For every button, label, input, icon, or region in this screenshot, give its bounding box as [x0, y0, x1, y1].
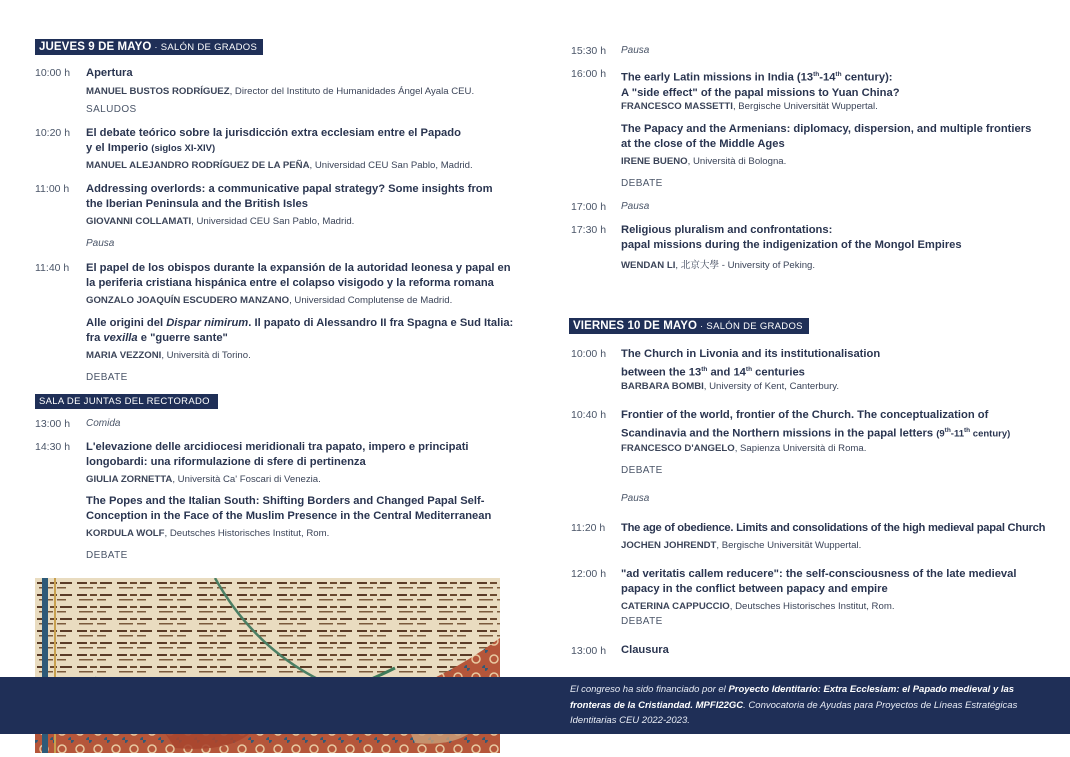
debate-label: DEBATE [86, 550, 128, 561]
speaker-affiliation: , Sapienza Università di Roma. [734, 443, 867, 454]
session-speaker [86, 160, 473, 171]
speaker-name: MANUEL BUSTOS RODRÍGUEZ [86, 86, 230, 97]
speaker-name: MANUEL ALEJANDRO RODRÍGUEZ DE LA PEÑA [86, 160, 310, 171]
session-time: 10:40 h [571, 409, 607, 421]
title-line [621, 67, 900, 86]
session-title [621, 223, 962, 253]
session-speaker [621, 257, 815, 271]
session-title [621, 408, 1010, 442]
title-text: Alle origini del [86, 317, 167, 329]
session-speaker [621, 540, 861, 551]
title-text: fra [86, 332, 104, 344]
title-line: The Church in Livonia and its institutionalisation [621, 348, 881, 360]
title-line: Addressing overlords: a communicative papal strategy? Some insights from [86, 183, 493, 195]
footer-text: . Convocatoria de Ayudas para Proyectos de Líneas Estratégicas Identitarias CEU 2022-2023. [570, 699, 1018, 726]
session-title [621, 67, 900, 101]
session-speaker [86, 350, 251, 361]
session-speaker [621, 156, 786, 167]
speaker-affiliation: , Universidad CEU San Pablo, Madrid. [309, 160, 473, 171]
title-line: The Papacy and the Armenians: diplomacy, dispersion, and multiple frontiers [621, 123, 1032, 135]
session-speaker [86, 216, 354, 227]
title-line [86, 141, 461, 156]
session-time: 13:00 h [571, 645, 607, 657]
title-text: The early Latin missions in India (13 [621, 71, 814, 84]
speaker-affiliation: , University of Kent, Canterbury. [703, 381, 840, 392]
day-header-date: VIERNES 10 DE MAYO [573, 320, 698, 332]
session-speaker [621, 443, 866, 454]
session-time: 16:00 h [571, 68, 607, 80]
session-speaker [86, 474, 321, 485]
title-text: . Il papato di Alessandro II fra Spagna e Sud Italia: [248, 317, 514, 329]
footer-project: Proyecto Identitario: Extra Ecclesiam: el Papado medieval y las fronteras de la Cristiandad. MPFI22GC [570, 684, 1015, 711]
title-line: papacy in the conflict between papacy and empire [621, 583, 888, 595]
speaker-name: GIOVANNI COLLAMATI [86, 216, 192, 227]
debate-label: DEBATE [86, 372, 128, 383]
speaker-affiliation: , Universidad CEU San Pablo, Madrid. [191, 216, 355, 227]
session-time: 15:30 h [571, 45, 607, 57]
session-time: 14:30 h [35, 441, 71, 453]
closing-title: Clausura [621, 644, 669, 656]
session-title [621, 347, 880, 381]
session-time: 11:20 h [571, 522, 606, 534]
title-italic: vexilla [103, 332, 138, 344]
speaker-affiliation: , Università di Bologna. [687, 156, 787, 167]
title-sup: th [835, 71, 842, 78]
speaker-name: GIULIA ZORNETTA [86, 474, 173, 485]
session-speaker [86, 528, 329, 539]
title-line [86, 331, 513, 346]
session-time: 12:00 h [571, 568, 607, 580]
speaker-name: MARIA VEZZONI [86, 350, 162, 361]
speaker-name: JOCHEN JOHRENDT [621, 540, 717, 551]
title-text: Scandinavia and the Northern missions in the papal letters [621, 427, 937, 440]
title-line: "ad veritatis callem reducere": the self-consciousness of the late medieval [621, 568, 1017, 580]
session-title [621, 122, 1031, 152]
session-title [86, 316, 513, 346]
title-line [86, 316, 513, 331]
title-line: longobardi: una riformulazione di sfere di pertinenza [86, 456, 366, 468]
speaker-affiliation: , Bergische Universität Wuppertal. [732, 101, 878, 112]
title-text: between the 13 [621, 366, 702, 379]
session-title [86, 440, 469, 470]
title-text: -14 [819, 71, 836, 84]
speaker-name: KORDULA WOLF [86, 528, 165, 539]
title-line: El debate teórico sobre la jurisdicción extra ecclesiam entre el Papado [86, 127, 461, 139]
pausa-label: Pausa [621, 45, 650, 56]
session-time: 17:30 h [571, 224, 607, 236]
speaker-name: IRENE BUENO [621, 156, 688, 167]
saludos-label: SALUDOS [86, 104, 137, 115]
title-sup: th [944, 427, 951, 434]
session-speaker [621, 101, 878, 112]
session-title: The age of obedience. Limits and consolidations of the high medieval papal Church [621, 522, 1046, 534]
speaker-affiliation: , 北京大學 - University of Peking. [675, 260, 816, 271]
day-header-thursday [35, 39, 263, 55]
comida-label: Comida [86, 418, 121, 429]
speaker-name: GONZALO JOAQUÍN ESCUDERO MANZANO [86, 295, 290, 306]
title-line: la periferia cristiana hispánica entre el colapso visigodo y la reforma romana [86, 277, 494, 289]
session-time: 10:00 h [571, 348, 607, 360]
session-speaker [86, 86, 474, 97]
pausa-label: Pausa [621, 201, 650, 212]
session-title: Apertura [86, 67, 133, 79]
session-title [86, 182, 493, 212]
speaker-name: BARBARA BOMBI [621, 381, 704, 392]
debate-label: DEBATE [621, 616, 663, 627]
session-time: 11:00 h [35, 183, 70, 195]
title-line: the Iberian Peninsula and the British Isles [86, 198, 308, 210]
title-line: at the close of the Middle Ages [621, 138, 785, 150]
session-time: 13:00 h [35, 418, 71, 430]
session-title [86, 126, 461, 156]
session-title [86, 261, 511, 291]
debate-label: DEBATE [621, 465, 663, 476]
room-header: SALA DE JUNTAS DEL RECTORADO [35, 394, 218, 409]
title-line: Frontier of the world, frontier of the Church. The conceptualization of [621, 409, 989, 421]
speaker-name: CATERINA CAPPUCCIO [621, 601, 730, 612]
session-time: 17:00 h [571, 201, 607, 213]
title-note: century) [970, 428, 1011, 440]
title-sup: th [813, 71, 820, 78]
title-line: Conception in the Face of the Muslim Presence in the Central Mediterranean [86, 510, 492, 522]
footer-text: El congreso ha sido financiado por el [570, 684, 729, 695]
speaker-affiliation: , Bergische Universität Wuppertal. [716, 540, 862, 551]
title-note: -11 [950, 428, 965, 440]
title-sup: th [964, 427, 971, 434]
speaker-name: WENDAN LI [621, 260, 676, 271]
speaker-name: FRANCESCO MASSETTI [621, 101, 733, 112]
title-italic: Dispar nimirum [166, 317, 249, 329]
session-speaker [621, 381, 839, 392]
title-text: centuries [752, 366, 805, 379]
day-header-venue: · SALÓN DE GRADOS [697, 321, 803, 332]
session-title [621, 567, 1017, 597]
title-line: A "side effect" of the papal missions to Yuan China? [621, 86, 900, 99]
day-header-venue: · SALÓN DE GRADOS [151, 42, 258, 53]
session-speaker [86, 295, 452, 306]
title-line: The Popes and the Italian South: Shifting Borders and Changed Papal Self- [86, 495, 485, 507]
title-line [621, 362, 880, 381]
title-line: Religious pluralism and confrontations: [621, 224, 833, 236]
title-sup: th [745, 366, 753, 373]
title-sup: th [701, 366, 708, 373]
session-time: 10:00 h [35, 67, 71, 79]
title-line: L'elevazione delle arcidiocesi meridionali tra papato, impero e principati [86, 441, 469, 453]
title-text: e "guerre sante" [137, 332, 228, 344]
pausa-label: Pausa [621, 493, 650, 504]
title-line: papal missions during the indigenization of the Mongol Empires [621, 239, 962, 251]
speaker-affiliation: , Deutsches Historisches Institut, Rom. [729, 601, 895, 612]
title-text: y el Imperio [86, 142, 152, 154]
speaker-affiliation: , Director del Instituto de Humanidades Ángel Ayala CEU. [229, 86, 475, 97]
day-header-date: JUEVES 9 DE MAYO [39, 41, 152, 53]
session-speaker [621, 601, 894, 612]
session-time: 10:20 h [35, 127, 71, 139]
session-time: 11:40 h [35, 262, 70, 274]
speaker-affiliation: , Università Ca' Foscari di Venezia. [172, 474, 321, 485]
title-text: century): [841, 71, 893, 84]
footer-funding-text [570, 682, 1040, 729]
speaker-affiliation: , Università di Torino. [161, 350, 251, 361]
pausa-label: Pausa [86, 238, 115, 249]
title-line: El papel de los obispos durante la expansión de la autoridad leonesa y papal en [86, 262, 511, 274]
title-note: (siglos XI-XIV) [151, 143, 216, 154]
debate-label: DEBATE [621, 178, 663, 189]
title-text: and 14 [707, 366, 746, 379]
day-header-friday [569, 318, 809, 334]
speaker-name: FRANCESCO D'ANGELO [621, 443, 735, 454]
title-line [621, 423, 1010, 442]
speaker-affiliation: , Deutsches Historisches Institut, Rom. [164, 528, 330, 539]
title-note: (9 [936, 428, 945, 440]
session-title [86, 494, 491, 524]
speaker-affiliation: , Universidad Complutense de Madrid. [289, 295, 453, 306]
